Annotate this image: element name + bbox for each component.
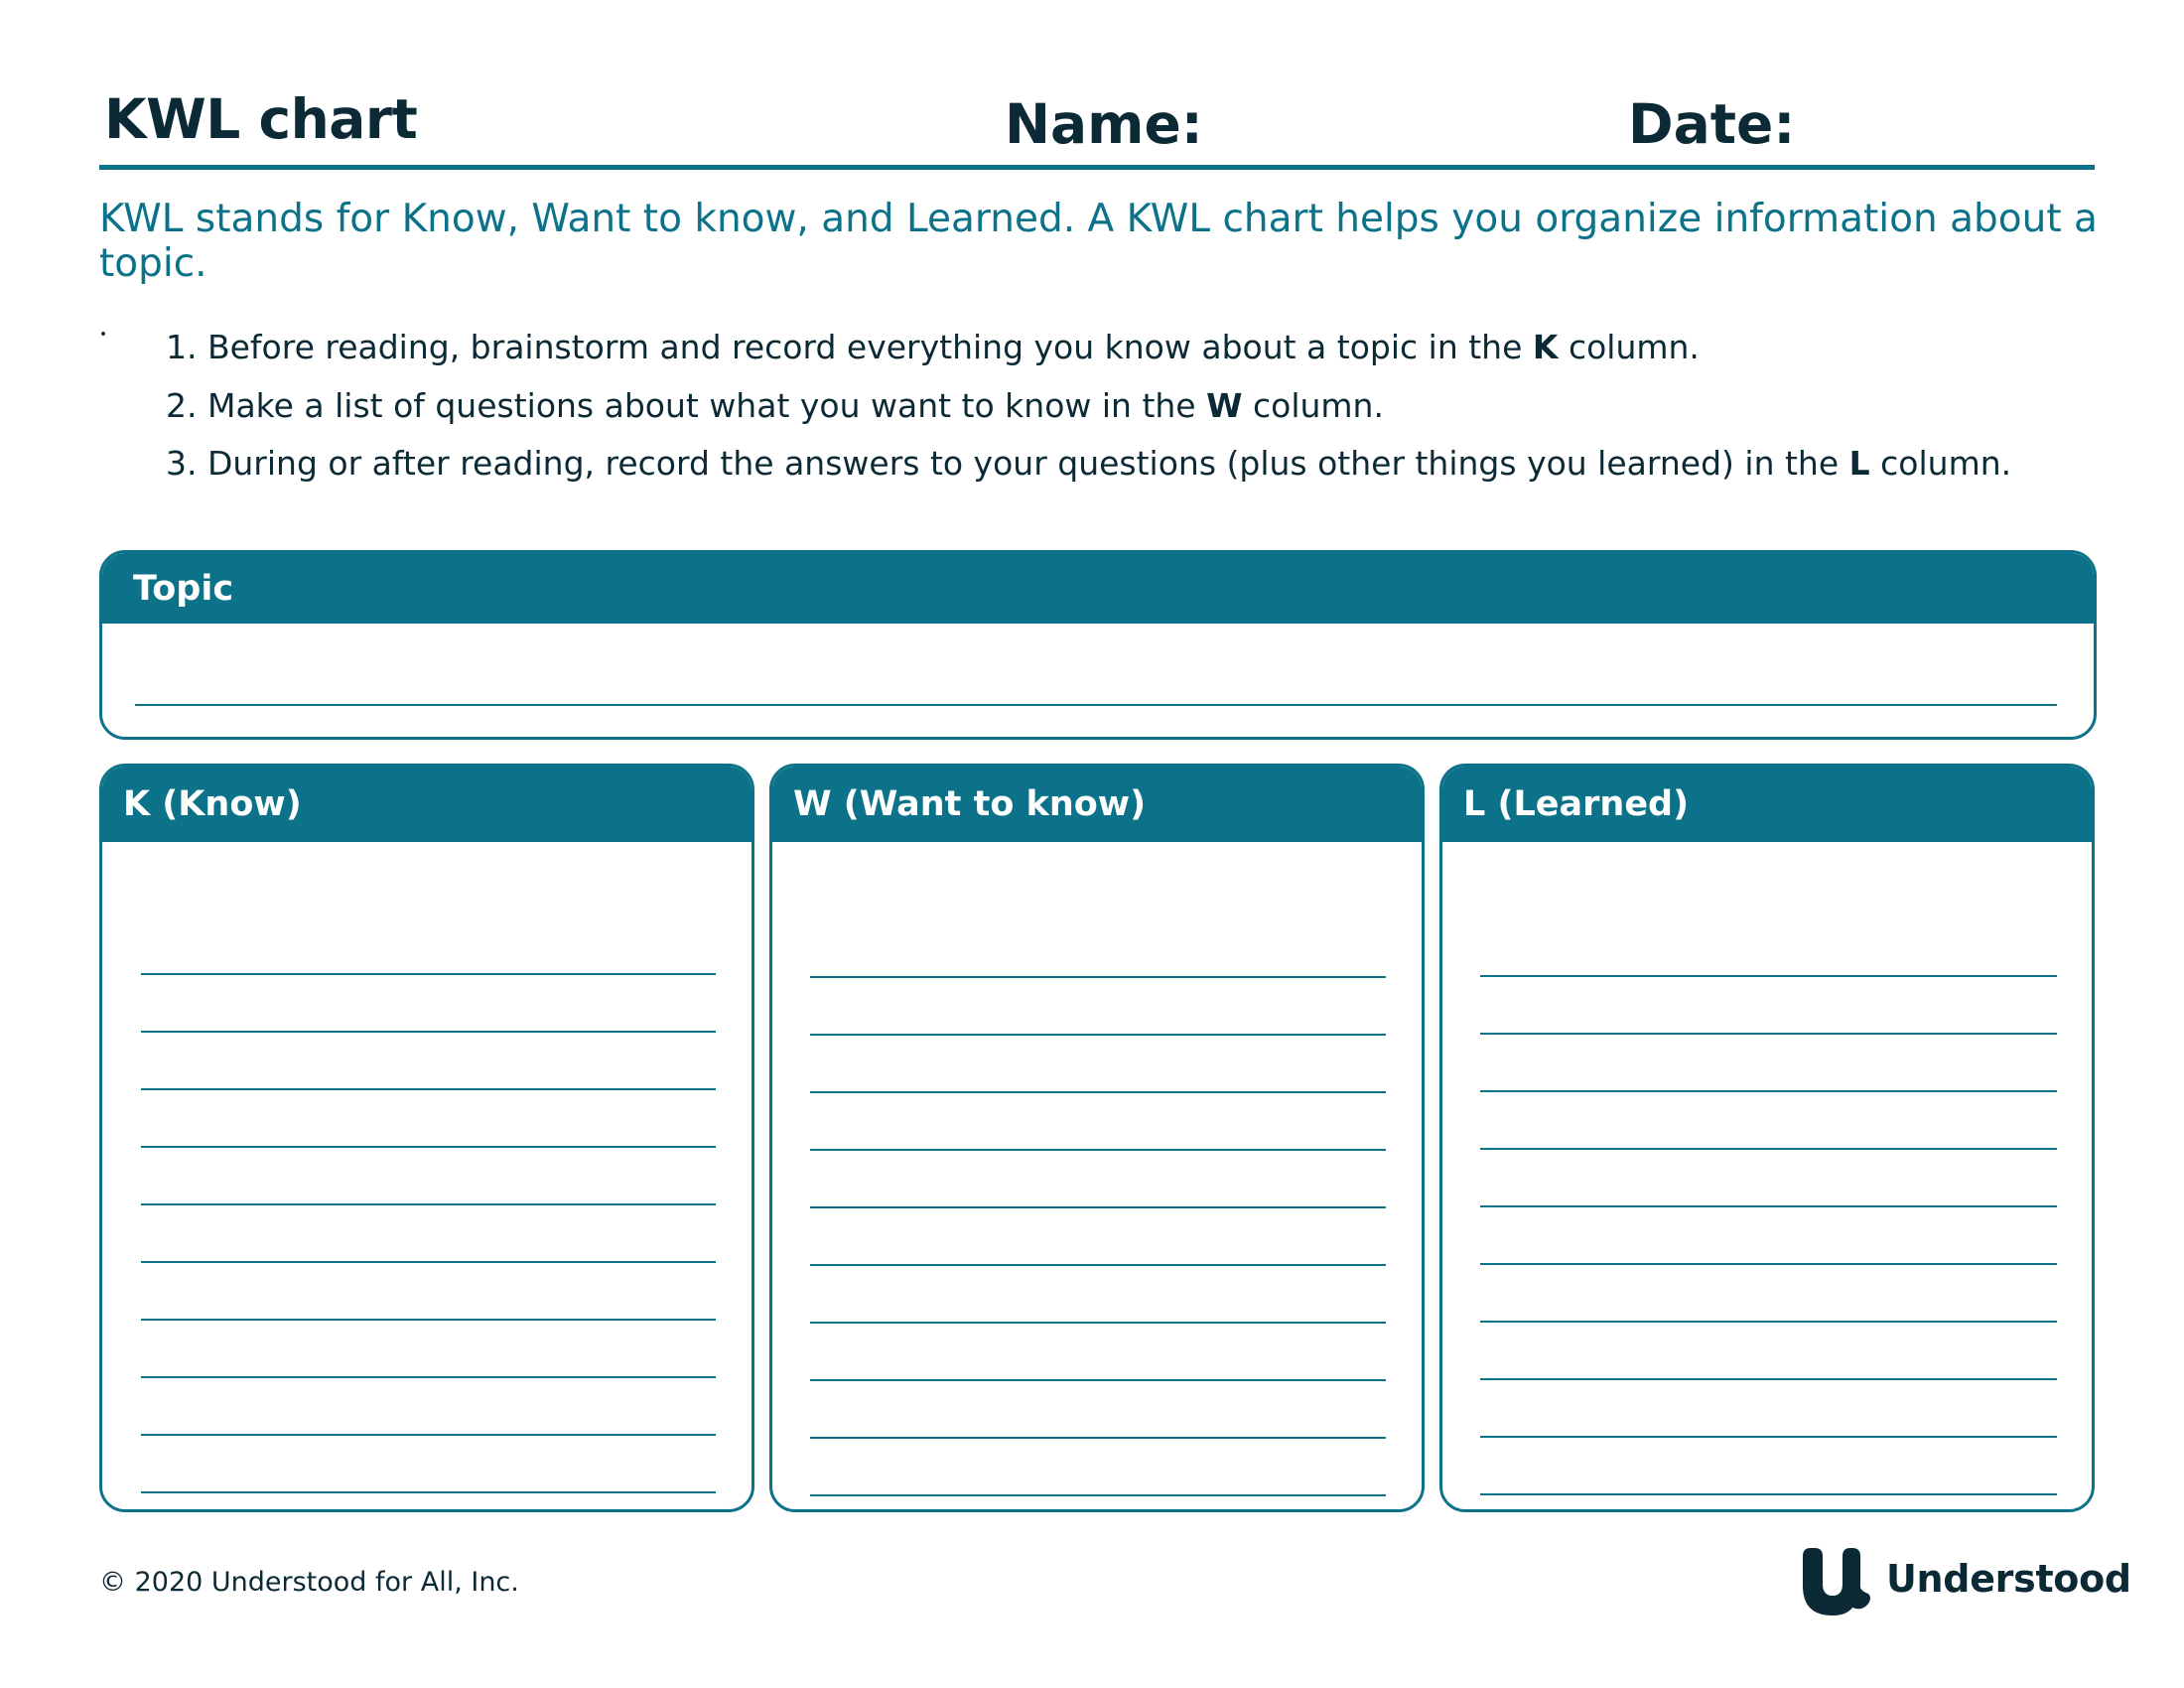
intro-text: KWL stands for Know, Want to know, and Learned. A KWL chart helps you organize information about a topic. xyxy=(99,197,2098,286)
brand-name: Understood xyxy=(1886,1557,2131,1601)
step-key: W xyxy=(1206,385,1243,425)
step-text: column. xyxy=(1869,444,2012,483)
column-know-writing-area[interactable] xyxy=(141,917,716,1493)
stray-dot xyxy=(101,332,105,336)
step-text: 3. During or after reading, record the answers to your questions (plus other things you learned) in the xyxy=(166,444,1849,483)
topic-header: Topic xyxy=(102,553,2094,624)
column-learned-header: L (Learned) xyxy=(1442,767,2092,842)
column-want-to-know xyxy=(769,764,1425,1512)
column-know-header: K (Know) xyxy=(102,767,751,842)
column-learned-writing-area[interactable] xyxy=(1480,919,2057,1495)
column-want-to-know-header: W (Want to know) xyxy=(772,767,1422,842)
step-text: 2. Make a list of questions about what you want to know in the xyxy=(166,385,1207,425)
topic-writing-line[interactable] xyxy=(135,704,2057,706)
column-learned xyxy=(1439,764,2095,1512)
instructions-list xyxy=(166,323,2102,497)
step-key: K xyxy=(1532,328,1559,366)
instruction-step-1 xyxy=(166,323,2102,381)
instruction-step-2 xyxy=(166,381,2102,440)
instruction-step-3 xyxy=(166,439,2102,497)
copyright-notice: © 2020 Understood for All, Inc. xyxy=(99,1567,519,1598)
step-key: L xyxy=(1848,444,1870,483)
topic-box xyxy=(99,550,2097,740)
step-text: column. xyxy=(1558,328,1700,366)
column-want-to-know-writing-area[interactable] xyxy=(810,920,1386,1496)
understood-logo-icon xyxy=(1797,1546,1872,1618)
page-title: KWL chart xyxy=(104,87,418,151)
name-label: Name: xyxy=(1005,92,1203,156)
step-text: 1. Before reading, brainstorm and record everything you know about a topic in the xyxy=(166,328,1533,366)
step-text: column. xyxy=(1242,385,1384,425)
date-label: Date: xyxy=(1628,92,1796,156)
header-divider xyxy=(99,165,2095,170)
column-know xyxy=(99,764,754,1512)
